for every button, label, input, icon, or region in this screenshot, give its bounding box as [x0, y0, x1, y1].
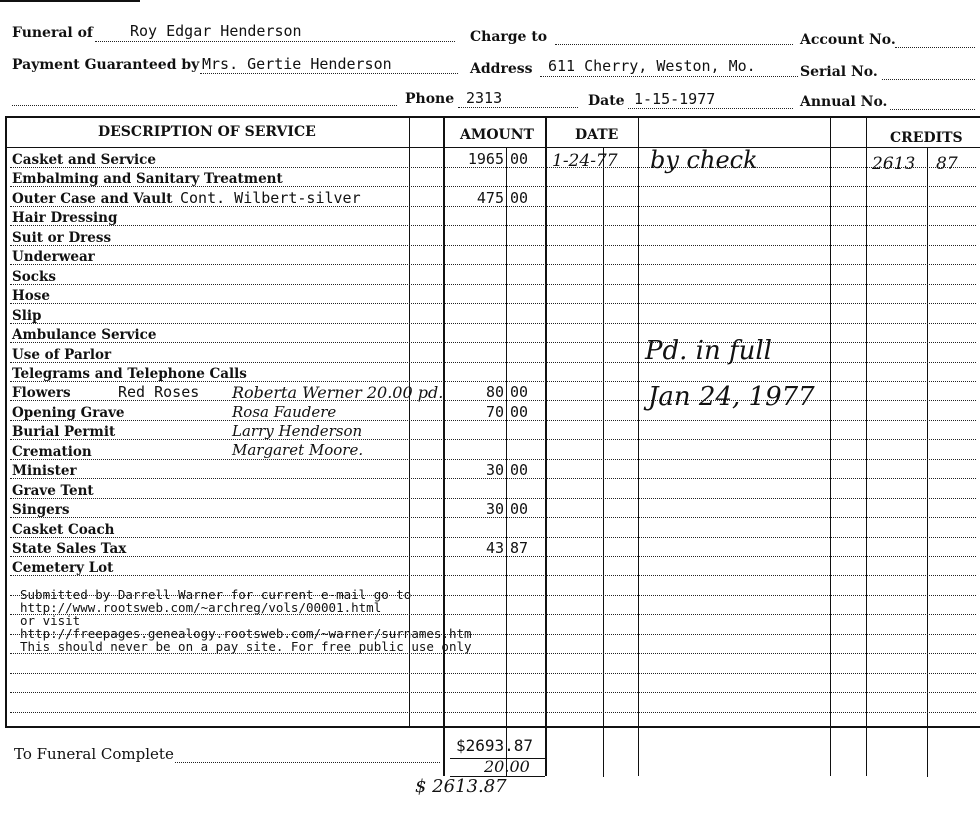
annual-label: Annual No.: [800, 94, 888, 110]
service-amount: 30: [485, 500, 504, 519]
row-divider: [10, 692, 976, 693]
service-cents: 00: [510, 500, 529, 519]
payment-date: 1-24-77: [552, 151, 618, 171]
service-label: Hair Dressing: [12, 210, 118, 227]
col-amount-header: AMOUNT: [460, 127, 534, 143]
row-divider: [10, 498, 976, 499]
service-label: Singers: [12, 502, 70, 519]
date-value: 1-15-1977: [634, 90, 716, 108]
date-label: Date: [588, 93, 625, 109]
row-divider: [10, 264, 976, 265]
service-amount: 70: [485, 402, 504, 421]
net-amount: $ 2613.87: [415, 776, 507, 797]
paid-note-line2: Jan 24, 1977: [648, 382, 815, 412]
note-line: or visit: [20, 613, 81, 628]
credit-cents: 87: [936, 154, 958, 174]
handwritten-name: Margaret Moore.: [232, 441, 364, 459]
service-cents: 87: [510, 539, 529, 557]
funeral-of-value: Roy Edgar Henderson: [130, 22, 302, 40]
service-detail: Cont. Wilbert-silver: [180, 188, 361, 207]
row-divider: [10, 303, 976, 304]
service-cents: 00: [510, 188, 529, 207]
service-amount: 1965: [467, 150, 504, 168]
service-label: Socks: [12, 268, 56, 285]
note-line: http://www.rootsweb.com/~archreg/vols/00001.html: [20, 600, 382, 615]
service-detail: Red Roses: [118, 383, 200, 402]
serial-label: Serial No.: [800, 64, 878, 80]
service-label: Underwear: [12, 249, 95, 266]
row-divider: [10, 537, 976, 538]
service-label: Opening Grave: [12, 404, 125, 421]
row-divider: [10, 712, 976, 713]
service-amount: 80: [485, 383, 504, 402]
col-date-header: DATE: [575, 127, 619, 143]
service-label: Embalming and Sanitary Treatment: [12, 171, 283, 188]
service-amount: 43: [485, 539, 504, 557]
row-divider: [10, 245, 976, 246]
deduction-amount: 20.00: [484, 757, 530, 776]
account-label: Account No.: [800, 32, 896, 48]
service-cents: 00: [510, 383, 529, 402]
service-label: Outer Case and Vault: [12, 190, 173, 207]
funeral-of-label: Funeral of: [12, 25, 93, 41]
service-label: Minister: [12, 463, 77, 480]
service-label: Flowers: [12, 385, 71, 402]
row-divider: [10, 459, 976, 460]
row-divider: [10, 362, 976, 363]
total-label: To Funeral Complete: [14, 745, 174, 763]
payment-guaranteed-value: Mrs. Gertie Henderson: [202, 55, 392, 73]
service-label: Ambulance Service: [12, 327, 157, 344]
service-cents: 00: [510, 150, 529, 168]
service-label: Suit or Dress: [12, 229, 112, 246]
handwritten-name: Roberta Werner 20.00 pd.: [232, 383, 444, 402]
row-divider: [10, 575, 976, 576]
service-label: Casket Coach: [12, 521, 115, 538]
total-amount: $2693.87: [456, 736, 534, 755]
service-label: Cemetery Lot: [12, 560, 114, 577]
service-label: Use of Parlor: [12, 346, 112, 363]
service-label: Burial Permit: [12, 424, 116, 441]
col-description-header: DESCRIPTION OF SERVICE: [98, 124, 316, 140]
note-line: Submitted by Darrell Warner for current e-mail go to: [20, 587, 412, 602]
service-label: State Sales Tax: [12, 541, 127, 557]
paid-note-line1: Pd. in full: [645, 336, 772, 366]
handwritten-name: Larry Henderson: [232, 422, 363, 440]
charge-to-label: Charge to: [470, 29, 548, 45]
handwritten-name: Rosa Faudere: [232, 403, 337, 421]
service-cents: 00: [510, 402, 529, 421]
address-value: 611 Cherry, Weston, Mo.: [548, 57, 756, 75]
service-label: Casket and Service: [12, 152, 156, 168]
phone-label: Phone: [405, 91, 455, 107]
service-label: Slip: [12, 307, 42, 324]
row-divider: [10, 439, 976, 440]
address-label: Address: [470, 61, 533, 77]
note-line: This should never be on a pay site. For free public use only: [20, 639, 472, 654]
service-label: Telegrams and Telephone Calls: [12, 365, 247, 382]
payment-method: by check: [650, 146, 758, 174]
row-divider: [10, 284, 976, 285]
col-credits-header: CREDITS: [890, 130, 963, 146]
row-divider: [10, 673, 976, 674]
service-label: Grave Tent: [12, 482, 94, 499]
service-amount: 475: [476, 188, 504, 207]
service-label: Hose: [12, 288, 50, 305]
service-cents: 00: [510, 461, 529, 480]
payment-guaranteed-label: Payment Guaranteed by: [12, 57, 200, 73]
phone-value: 2313: [466, 89, 503, 107]
credit-amount: 2613: [872, 154, 916, 174]
row-divider: [10, 323, 976, 324]
row-divider: [10, 225, 976, 226]
service-label: Cremation: [12, 443, 92, 460]
note-line: http://freepages.genealogy.rootsweb.com/~warner/surnames.htm: [20, 626, 472, 641]
service-amount: 30: [485, 461, 504, 480]
